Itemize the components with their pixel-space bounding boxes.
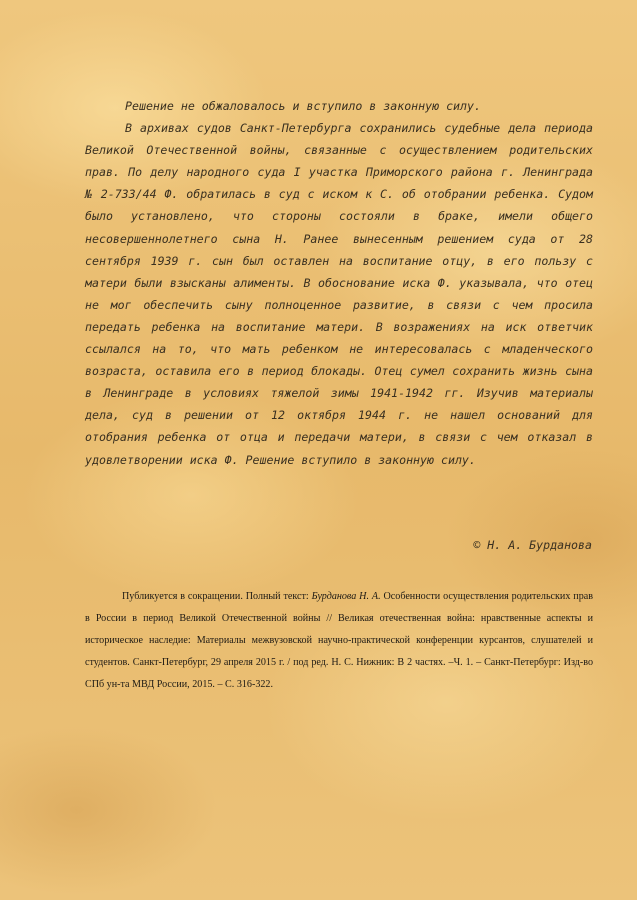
publication-note-author: Бурданова Н. А. <box>311 591 381 602</box>
publication-note-prefix: Публикуется в сокращении. Полный текст: <box>122 591 312 602</box>
author-signature: © Н. А. Бурданова <box>473 538 592 552</box>
article-body <box>85 95 593 471</box>
publication-note-reference: Особенности осуществления родительских прав в России в период Великой Отечественной войны // Великая отечественная война: нравственные аспекты и историческое наследие: Материалы межвузовской научно-практической конференции курсантов, слушателей и студентов. Санкт-Петербург, 29 апреля 2015 г. / под ред. Н. С. Нижник: В 2 частях. –Ч. 1. – Санкт-Петербург: Изд-во СПб ун-та МВД России, 2015. – С. 316-322. <box>85 591 593 690</box>
paragraph-decision: Решение не обжаловалось и вступило в законную силу. <box>125 99 481 113</box>
paragraph-archive-case: В архивах судов Санкт-Петербурга сохранились судебные дела периода Великой Отечественной войны, связанные с осуществлением родительских прав. По делу народного суда I участка Приморского района г. Ленинграда № 2-733/44 Ф. обратилась в суд с иском к С. об отобрании ребенка. Судом было установлено, что стороны состояли в браке, имели общего несовершеннолетнего сына Н. Ранее вынесенным решением суда от 28 сентября 1939 г. сын был оставлен на воспитание отцу, в его пользу с матери были взысканы алименты. В обоснование иска Ф. указывала, что отец не мог обеспечить сыну полноценное развитие, в связи с чем просила передать ребенка на воспитание матери. В возражениях на иск ответчик ссылался на то, что мать ребенком не интересовалась с младенческого возраста, оставила его в период блокады. Отец сумел сохранить жизнь сына в Ленинграде в условиях тяжелой зимы 1941-1942 гг. Изучив материалы дела, суд в решении от 12 октября 1944 г. не нашел оснований для отобрания ребенка от отца и передачи матери, в связи с чем отказал в удовлетворении иска Ф. Решение вступило в законную силу. <box>85 121 593 467</box>
publication-note <box>85 586 593 696</box>
